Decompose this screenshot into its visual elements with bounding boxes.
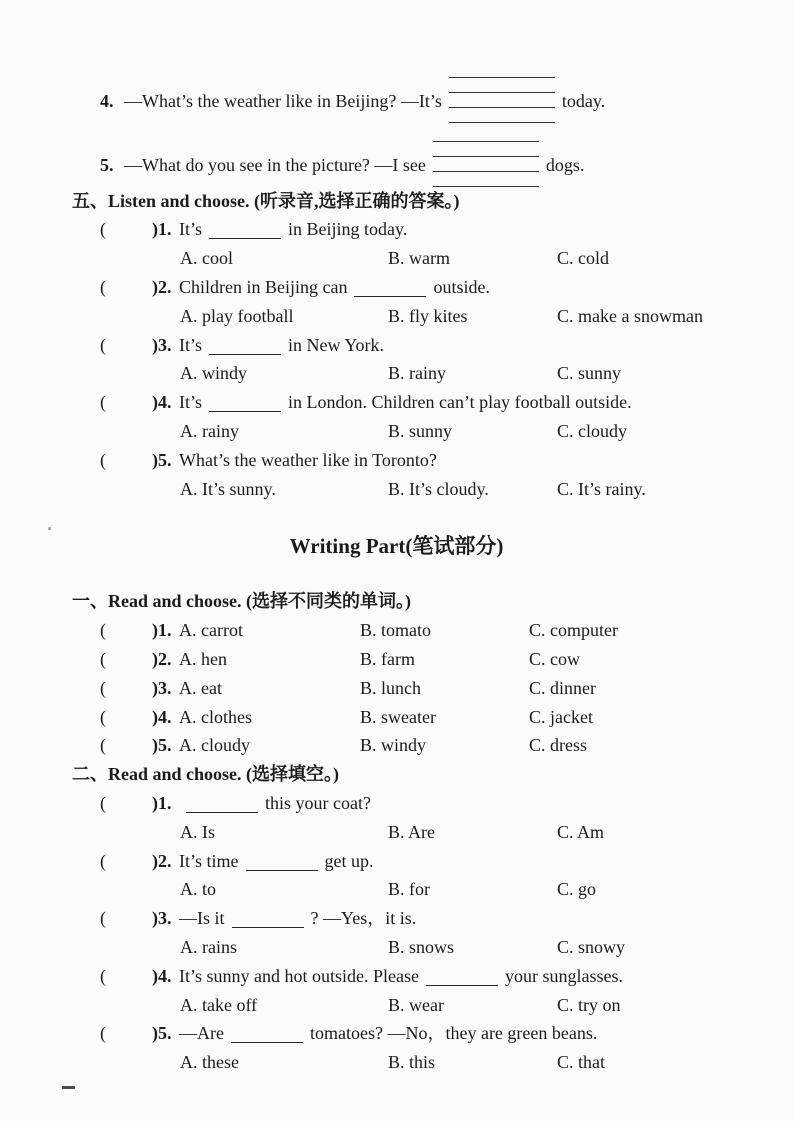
option-b: B. fly kites (388, 305, 468, 326)
paren-open: ( (100, 334, 106, 355)
section-heading-one: 一、Read and choose. (选择不同类的单词。) (72, 591, 412, 612)
answer-blank (354, 295, 426, 297)
option-a: A. these (180, 1052, 239, 1073)
question-stem (0, 388, 793, 417)
question-number: 5. (100, 154, 114, 175)
option-row (0, 991, 793, 1020)
option-a: A. Is (180, 821, 215, 842)
option-c: C. cow (529, 648, 580, 669)
question-number: 4. (100, 91, 114, 111)
option-b: B. this (388, 1052, 436, 1073)
option-c: C. jacket (529, 706, 593, 727)
paren-open: ( (100, 219, 106, 240)
question-tag: )2. (152, 276, 172, 297)
question-text-pre: —What do you see in the picture? —I see (124, 154, 426, 175)
option-c: C. that (557, 1052, 605, 1073)
option-b: B. sunny (388, 420, 453, 441)
option-b: B. farm (360, 648, 415, 669)
scan-artifact-dash (62, 1086, 75, 1089)
option-a: A. cool (180, 248, 233, 269)
option-a: A. rainy (180, 420, 239, 441)
scan-artifact-dot (48, 527, 51, 530)
option-b: B. for (388, 879, 430, 900)
option-a: A. play football (180, 305, 294, 326)
question-tag: )2. (152, 850, 172, 871)
stem-pre: Children in Beijing can (179, 276, 348, 297)
paren-open: ( (100, 735, 106, 756)
grid-line (449, 77, 555, 78)
option-a: A. to (180, 879, 216, 900)
option-a: A. hen (179, 648, 227, 669)
question-stem (0, 331, 793, 360)
option-a: A. rains (180, 936, 237, 957)
option-b: B. tomato (360, 620, 431, 641)
stem-text: What’s the weather like in Toronto? (179, 449, 437, 470)
question-tag: )1. (152, 792, 172, 813)
option-c: C. It’s rainy. (557, 478, 646, 499)
option-b: B. lunch (360, 677, 421, 698)
option-row (0, 933, 793, 962)
option-row (0, 302, 793, 331)
question-tag: )1. (152, 620, 172, 641)
answer-blank (232, 926, 304, 928)
option-b: B. snows (388, 936, 455, 957)
question-stem (0, 1019, 793, 1048)
option-c: C. try on (557, 994, 621, 1015)
option-b: B. warm (388, 248, 450, 269)
paren-open: ( (100, 1023, 106, 1044)
answer-blank (209, 410, 281, 412)
writing-lines-grid (449, 77, 555, 123)
option-a: A. eat (179, 677, 222, 698)
question-row (0, 731, 793, 760)
option-a: A. clothes (179, 706, 252, 727)
grid-line (433, 171, 539, 172)
option-c: C. Am (557, 821, 605, 842)
part-heading: Writing Part(笔试部分) (289, 534, 504, 559)
paren-open: ( (100, 276, 106, 297)
option-c: C. snowy (557, 936, 626, 957)
question-text-post: today. (561, 91, 606, 111)
question-stem (0, 215, 793, 244)
question-tag: )5. (152, 449, 172, 470)
question-tag: )3. (152, 334, 172, 355)
stem-post: tomatoes? —No，they are green beans. (309, 1023, 598, 1044)
paren-open: ( (100, 850, 106, 871)
question-row (0, 645, 793, 674)
question-tag: )2. (152, 648, 172, 669)
option-b: B. Are (388, 821, 435, 842)
option-row (0, 818, 793, 847)
question-text-post: dogs. (545, 154, 585, 175)
paren-open: ( (100, 392, 106, 413)
stem-pre: It’s time (179, 850, 239, 871)
answer-blank (231, 1041, 303, 1043)
paren-open: ( (100, 449, 106, 470)
section-heading-listening: 五、Listen and choose. (听录音,选择正确的答案。) (72, 190, 460, 211)
question-tag: )3. (152, 908, 172, 929)
stem-pre: It’s (179, 392, 203, 413)
option-c: C. make a snowman (557, 305, 703, 326)
stem-post: this your coat? (265, 792, 371, 813)
grid-line (449, 122, 555, 123)
option-row (0, 1048, 793, 1077)
paren-open: ( (100, 965, 106, 986)
question-stem (0, 904, 793, 933)
question-stem (0, 446, 793, 475)
grid-line (433, 156, 539, 157)
option-a: A. cloudy (179, 735, 250, 756)
question-row (0, 616, 793, 645)
question-stem (0, 273, 793, 302)
section-heading-two: 二、Read and choose. (选择填空。) (72, 764, 340, 785)
paren-open: ( (100, 908, 106, 929)
stem-post: ? —Yes，it is. (310, 908, 417, 929)
paren-open: ( (100, 706, 106, 727)
option-c: C. cloudy (557, 420, 627, 441)
option-row (0, 244, 793, 273)
stem-post: in London. Children can’t play football outside. (288, 392, 632, 413)
stem-pre: —Is it (179, 908, 225, 929)
option-row (0, 875, 793, 904)
answer-blank (209, 353, 281, 355)
option-row (0, 359, 793, 388)
option-a: A. windy (180, 363, 247, 384)
answer-blank (426, 984, 498, 986)
paren-open: ( (100, 620, 106, 641)
question-tag: )5. (152, 735, 172, 756)
option-b: B. rainy (388, 363, 446, 384)
option-c: C. dress (529, 735, 587, 756)
question-tag: )5. (152, 1023, 172, 1044)
paren-open: ( (100, 677, 106, 698)
answer-blank (209, 237, 281, 239)
option-b: B. windy (360, 735, 427, 756)
paren-open: ( (100, 648, 106, 669)
question-tag: )4. (152, 965, 172, 986)
option-c: C. cold (557, 248, 609, 269)
question-text-pre: —What’s the weather like in Beijing? —It’s (124, 91, 442, 111)
option-c: C. sunny (557, 363, 622, 384)
answer-blank (186, 811, 258, 813)
answer-blank (246, 869, 318, 871)
question-stem (0, 789, 793, 818)
question-stem (0, 962, 793, 991)
stem-post: in Beijing today. (288, 219, 408, 240)
stem-pre: It’s (179, 334, 203, 355)
option-c: C. computer (529, 620, 618, 641)
grid-line (449, 92, 555, 93)
option-a: A. It’s sunny. (180, 478, 276, 499)
question-tag: )4. (152, 392, 172, 413)
question-tag: )4. (152, 706, 172, 727)
question-row (0, 674, 793, 703)
option-row (0, 475, 793, 504)
option-b: B. sweater (360, 706, 436, 727)
option-a: A. carrot (179, 620, 243, 641)
grid-line (433, 141, 539, 142)
stem-post: get up. (324, 850, 374, 871)
option-a: A. take off (180, 994, 258, 1015)
option-b: B. wear (388, 994, 444, 1015)
question-tag: )3. (152, 677, 172, 698)
writing-lines-grid (433, 141, 539, 187)
option-c: C. go (557, 879, 597, 900)
grid-line (433, 186, 539, 187)
option-row (0, 417, 793, 446)
question-tag: )1. (152, 219, 172, 240)
stem-pre: It’s sunny and hot outside. Please (179, 965, 419, 986)
stem-post: your sunglasses. (504, 965, 623, 986)
fill-question-5 (0, 141, 793, 175)
paren-open: ( (100, 792, 106, 813)
option-c: C. dinner (529, 677, 596, 698)
stem-pre: —Are (179, 1023, 224, 1044)
fill-question-4 (0, 77, 793, 111)
stem-pre: It’s (179, 219, 203, 240)
question-stem (0, 847, 793, 876)
stem-post: in New York. (288, 334, 385, 355)
question-row (0, 703, 793, 732)
grid-line (449, 107, 555, 108)
option-b: B. It’s cloudy. (388, 478, 489, 499)
stem-post: outside. (433, 276, 490, 297)
